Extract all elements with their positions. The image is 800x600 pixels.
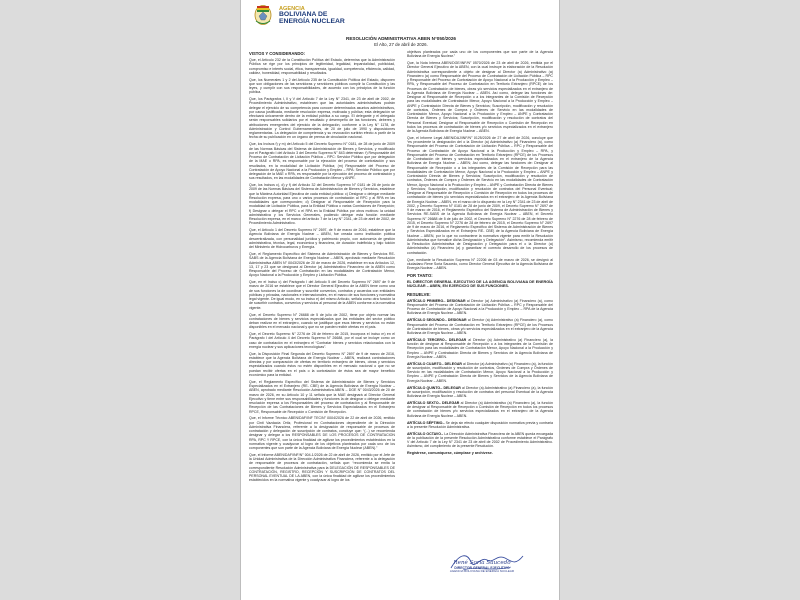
articles-list [407, 299, 553, 449]
paragraph: Que, el Artículo 232 de la Constitución Política del Estado, determina que la Administración Pública se rige por los principios de legitimidad, legalidad, imparcialidad, publicidad, compromiso e interés social, ética, transparencia, igualdad, competencia, eficiencia, calidad, calidez, honestidad, responsabilidad y resultados. [249, 58, 395, 75]
paragraph: Que, los Parágrafos I, II y V del Artículo 7 de la Ley N° 2341, de 23 de abril de 2002, de Procedimiento Administrativo, establecen que las autoridades administrativas podrán delegar el ejercicio de su competencia para conocer determinados asuntos administrativos, por causa justificada, mediante resolución expresa, motivada y pública; esta delegación se efectuará únicamente dentro de la entidad pública a su cargo. El delegante y el delegado serán responsables solidarios por el resultado y desempeño de las funciones, deberes y atribuciones emergentes del ejercicio de la delegación, conforme a la Ley N° 1178, de Administración y Control Gubernamentales, de 20 de julio de 1990 y disposiciones reglamentarias. La delegación de competencia y su revocación surtirán efecto a partir de la fecha de su publicación en un órgano de prensa de circulación nacional. [249, 97, 395, 140]
paragraph: Que, el Informe Legal ABEN/DAJ/INF/N° 0125/2026 de 27 de abril de 2026, concluye que “es procedente la designación del o la Director (a) Administrativo (a) Financiero (a), como Responsable del Proceso de Contratación de Licitación Pública – RPC y Responsable del Proceso de Contratación de Apoyo Nacional a la Producción y Empleo – RPA, y Responsable del Proceso de Contratación en Territorio Extranjero (RPCE) de los Procesos de Contratación de bienes y servicios especializados en el extranjero de la Agencia Boliviana de Energía Nuclear – ABEN; Así como, delegar las funciones de: Designar al Responsable de Recepción o a los integrantes de la Comisión de Recepción para las modalidades de Contratación Menor, Apoyo Nacional a la Producción y Empleo – ANPE y Contratación Directa de Bienes y Servicios; Suscripción, modificación y resolución de contratos, Órdenes de Compra y Órdenes de Servicio en las modalidades de Contratación Menor, Apoyo Nacional a la Producción y Empleo – ANPE y Contratación Directa de Bienes y Servicios; Suscripción, modificación y resolución de contratos del Personal Eventual; Designar al Responsable de Recepción o Comisión de Recepción en todos los procesos de contratación de bienes y/o servicios especializados en el extranjero de la Agencia Boliviana de Energía Nuclear – ABEN, en el marco de lo dispuesto en la Ley N° 2341 de 23 de abril de 2002, y Decreto Supremo N° 0181 de 28 de junio de 2009, el Decreto Supremo N° 2697 de 9 de marzo de 2016, el Reglamento Específico del Sistema de Administración de Bienes y Servicios RE-SABS de la Agencia Boliviana de Energía Nuclear – ABEN, el Decreto Supremo N° 26688 de 5 de julio de 2002, el Decreto Supremo N° 2276 de 28 de febrero de 2015, el Decreto Supremo N° 2276 de 28 de febrero de 2015, el Decreto Supremo N° 2697 de 9 de marzo de 2016, el Reglamento Específico del Sistema de Administración de Bienes y Servicios Especializados en el Extranjero RE- CBE) de la Agencia Boliviana de Energía Nuclear – ABEN, por lo que no contraviene la normativa vigente para emitir la Resolución Administrativa que formalice dicha Designación y Delegación”. Asimismo, recomienda emitir la Resolución Administrativa de Designación y Delegación para el o la Director (a) Administrativo (a) Financiero (a) y garantizar el correcto desarrollo de los procesos de contratación. [407, 135, 553, 255]
article-label: ARTÍCULO QUINTO.- DELEGAR [407, 385, 461, 390]
article-item [407, 362, 553, 383]
paragraph: Que, el Artículo 1 del Decreto Supremo N° 2697, de 9 de marzo de 2016, establece que la Agencia Boliviana de Energía Nuclear – ABEN, fue creada como institución pública descentralizada, con personalidad jurídica y patrimonio propio, con autonomía de gestión administrativa, técnica, legal, económica y financiera, de duración indefinida y bajo tuición del Ministerio de Hidrocarburos y Energía. [249, 228, 395, 250]
signatory-organization: AGENCIA BOLIVIANA DE ENERGÍA NUCLEAR [449, 569, 515, 573]
article-text: al Director (a) Administrativo (a) Financiero (a), la función de designar al Responsable de Recepción o Comisión de Recepción en todos los procesos de contratación de bienes y/o servicios especializados en el extranjero de la Agencia Boliviana de Energía Nuclear – ABEN. [407, 400, 553, 418]
coat-of-arms-icon [253, 4, 273, 26]
article-text: al Director (a) Administrativo (a) Financiero (a), como Responsable del Proceso de Contratación de Licitación Pública – RPC y Responsable del Proceso de Contratación de Apoyo Nacional a la Producción y Empleo – RPA de la Agencia Boliviana de Energía Nuclear – ABEN. [407, 298, 553, 316]
paragraph: Que, los Incisos c), d) y f) del Artículo 32 del Decreto Supremo N° 0181 de 28 de junio de 2009 de las Normas Básicas del Sistema de Administración de Bienes y Servicios, establece que la Máxima Autoridad Ejecutiva de cada entidad pública: c) Designar o delegar mediante Resolución expresa, para uno o varios procesos de contratación al RPC y al RPA en las modalidades que corresponden; d) Designar al Responsable de Recepción para la modalidad de Licitación Pública, para la Entidad Pública o varias Comisiones de Recepción; f) Designar o delegar el RPC o el RPA en la Entidad Pública por otros motivos: la unidad administrativa y los Servicios Generales, pudiendo delegar esta función mediante Resolución expresa, en el marco del artículo 7 de la Ley N° 2341, de 23 de abril de 2002, de Procedimiento Administrativo. [249, 183, 395, 226]
org-line-1: AGENCIA [279, 6, 305, 12]
article-item [407, 401, 553, 418]
org-line-2: BOLIVIANA DE [279, 11, 328, 19]
article-item [407, 338, 553, 359]
paragraph: Que, el Informe ABEN/DAF/INF/N° 004-1/2026 de 22 de abril de 2026, emitido por el Jefe de la Unidad Administrativa de la Dirección Administrativa Financiera, referente a la delegación de responsable de procesos de contratación, señala que: “recomienda se emita la correspondiente Resolución Administrativa para la DELEGACIÓN DE RESPONSABLES DE CONTRATACIÓN, REGISTRO, RECEPCIÓN Y SUSCRIPCIÓN DE CONTRATOS DEL PERSONAL EVENTUAL DE LA ABEN, con la única finalidad de agilizar los procedimientos establecidos en la normativa vigente y coadyuvar al logro de los [249, 452, 395, 483]
organization-name [279, 6, 345, 25]
paragraph: Que, los Incisos f) y m) del Artículo 5 del Decreto Supremo N° 0181, de 28 de junio de 2009 de las Normas Básicas del Sistema de Administración de Bienes y Servicios, y modificado por el Parágrafo I del Artículo 3 del Decreto Supremo N° 843 determinan: f) Responsable del Proceso de Contratación de Licitación Pública – RPC: Servidor Público que por delegación de la MAE o RPA, es responsable por la ejecución del proceso de contratación y sus resultados, en la modalidad de Licitación Pública; (m) Responsable del Proceso de Contratación de Apoyo Nacional a la Producción y Empleo – RPA: Servidor Público que por delegación de la MAE o RPA, es responsable por la ejecución del proceso de contratación y sus resultados, en las modalidades de Contratación Menor y ANPE. [249, 142, 395, 181]
vistos-heading: VISTOS Y CONSIDERANDO: [249, 51, 306, 56]
left-paragraphs [249, 58, 395, 483]
paragraph: Que, en el Inciso c) del Parágrafo I del Artículo 5 del Decreto Supremo N° 2697 de 9 de marzo de 2016 se establece que el Director General Ejecutivo de la ABEN tiene como una de sus funciones la de coordinar y suscribir convenios, contratos y acuerdos con entidades públicas y privadas, nacionales e internacionales, en el marco de sus funciones y normativa legal vigente. De igual modo, en su inciso e) del mismo Artículo, señala como otra función la de suscribir contratos, convenios y servicios al personal de la ABEN conforme a la normativa vigente. [249, 280, 395, 310]
paragraph: Que, mediante la Resolución Suprema N° 22206 de 03 de marzo de 2026, se designó al ciudadano Rene Soria Saucedo, como Director General Ejecutivo de la Agencia Boliviana de Energía Nuclear – ABEN. [407, 257, 553, 271]
org-line-3: ENERGÍA NUCLEAR [279, 17, 345, 25]
document-header [249, 3, 553, 31]
por-tanto-text: EL DIRECTOR GENERAL EJECUTIVO DE LA AGENCIA BOLIVIANA DE ENERGÍA NUCLEAR – ABEN, EN EJERCICIO DE SUS FUNCIONES. [407, 279, 553, 289]
right-column [407, 50, 553, 595]
por-tanto-heading: POR TANTO: [407, 272, 433, 278]
article-item [407, 421, 553, 430]
resolution-title: RESOLUCIÓN ADMINISTRATIVA ABEN N°050/2026 [346, 36, 456, 41]
left-column [249, 50, 395, 595]
paragraph: Que, el Decreto Supremo N° 2276 de 28 de febrero de 2015, incorpora el inciso m) en el Parágrafo I del Artículo 4 del Decreto Supremo N° 26688, por el cual se incluye como un caso de contratación en el extranjero el “Contratar bienes y servicios relacionados con la energía nuclear y sus aplicaciones tecnológicas”. [249, 332, 395, 349]
paragraph: Que, el Reglamento Específico del Sistema de Administración de Bienes y Servicios Especializados en el Extranjero (RE- CBE) de la Agencia Boliviana de Energía Nuclear – ABEN, aprobado mediante Resolución Administrativa ABEN – DGE N° 0043/2026 de 20 de marzo de 2026, en su Artículo 10 y 11 señala que la MAE designará al Director General Ejecutivo y tiene entre sus responsabilidades y funciones la de designar o delegar mediante resolución expresa a los Responsables del proceso de contratación y al Responsable de Recepción de las Contrataciones de Bienes y Servicios Especializados en el Extranjero RPCE, Responsable de Recepción o Comisión de Recepción. [249, 379, 395, 414]
paragraph: Que, el Reglamento Específico del Sistema de Administración de Bienes y Servicios RE-SABS de la Agencia Boliviana de Energía Nuclear – ABEN, aprobado mediante Resolución Administrativa ABEN N° 0043/2026 de 20 de marzo de 2026, establece en sus Artículos 12, 13, 17 y 23 que se designará al Director (a) Administrativo Financiero de la ABEN como Responsable del Proceso de Contratación en las modalidades de Contratación Menor, Apoyo Nacional a la Producción y Empleo y Licitación Pública. [249, 252, 395, 278]
resuelve-heading: RESUELVE: [407, 291, 431, 297]
article-label: ARTÍCULO TERCERO.- DELEGAR [407, 337, 467, 342]
signatory-role: DIRECTOR GENERAL EJECUTIVO [454, 566, 510, 570]
paragraph: Que, los Numerales 1 y 2 del Artículo 235 de la Constitución Política del Estado, disponen que son obligaciones de las servidoras y servidores públicos cumplir la Constitución y las leyes, y cumplir con sus responsabilidades, de acuerdo con los principios de la función pública. [249, 77, 395, 95]
article-text: al Director (a) Administrativo (a) Financiero (a), como Responsable del Proceso de Contratación en Territorio Extranjero (RPCE) de los Procesos de Contratación de bienes, obras y/o servicios especializados en el extranjero de la Agencia Boliviana de Energía Nuclear – ABEN. [407, 318, 553, 336]
article-label: ARTÍCULO SÉPTIMO.- [407, 420, 445, 425]
article-item [407, 386, 553, 399]
document-body [249, 50, 553, 595]
signatory-name: René Soria Saucedo [453, 560, 511, 566]
article-text: Se deja sin efecto cualquier disposición normativa previa y contraria a la presente Resolución Administrativa. [407, 420, 553, 429]
document-page [240, 0, 560, 600]
article-label: ARTÍCULO OCTAVO.- [407, 431, 444, 436]
article-item [407, 299, 553, 316]
article-item [407, 318, 553, 335]
paragraph: Que, el Decreto Supremo N° 26688 de 5 de julio de 2002, tiene por objeto normar las contrataciones de bienes y servicios especializados que las entidades del sector público deban realizar en el extranjero, cuando se justifique que esos bienes y servicios no están disponibles en el mercado nacional y que no se pueden recibir ofertas en el país. [249, 312, 395, 330]
resolution-date: El Alto, 27 de abril de 2026. [374, 41, 428, 47]
article-label: ARTÍCULO CUARTO.- DELEGAR [407, 361, 462, 366]
signature-stamp [445, 560, 519, 574]
article-text: al Director (a) Administrativo (a) Financiero (a), la función de designar al Responsable de Recepción o a los integrantes de la Comisión de Recepción para las modalidades de Contratación Menor, Apoyo Nacional a la Producción y Empleo – ANPE y Contratación Directa de Bienes y Servicios de la Agencia Boliviana de Energía Nuclear – ABEN. [407, 337, 553, 359]
article-text: al Director (a) Administrativo (a) Financiero (a), la función de suscripción, modificación y resolución de contratos, Órdenes de Compra y Órdenes de Servicio en las modalidades de Contratación Menor, Apoyo Nacional a la Producción y Empleo – ANPE y Contratación Directa de Bienes y Servicios de la Agencia Boliviana de Energía Nuclear – ABEN. [407, 361, 553, 383]
paragraph: Que, la Nota Interna ABEN/DGE/INF/N° 0570/2026 de 23 de abril de 2026, emitida por el Director General Ejecutivo de la ABEN, con la cual instruye la elaboración de la Resolución Administrativa correspondiente a objeto de designar al Director (a) Administrativo (a) Financiero (a) como Responsable del Proceso de Contratación de Licitación Pública – RPC y Responsable del Proceso de Contratación de Apoyo Nacional a la Producción y Empleo – RPA, y Responsable del Proceso de Contratación en Territorio Extranjero (RPCE) de los Procesos de Contratación de bienes, obras y/o servicios especializados en el extranjero de la Agencia Boliviana de Energía Nuclear – ABEN. Así como, delegar las funciones de: Designar al Responsable de Recepción o a los integrantes de la Comisión de Recepción para las modalidades de Contratación Menor, Apoyo Nacional a la Producción y Empleo – ANPE y Contratación Directa de Bienes y Servicios; Suscripción, modificación y resolución de contratos, Órdenes de Compra y Órdenes de Servicio en las modalidades de Contratación Menor, Apoyo Nacional a la Producción y Empleo – ANPE y Contratación Directa de Bienes y Servicios; Suscripción, modificación y resolución de contratos del Personal Eventual; Designar al Responsable de Recepción o Comisión de Recepción en todos los procesos de contratación de bienes y/o servicios especializados en el extranjero de la Agencia Boliviana de Energía Nuclear – ABEN. [407, 61, 553, 134]
article-text: al Director (a) Administrativo (a) Financiero (a), la función de suscripción, modificación y resolución de contratos del personal Eventual de la Agencia Boliviana de Energía Nuclear – ABEN. [407, 385, 553, 399]
signature-block [411, 548, 551, 596]
article-label: ARTÍCULO SEGUNDO.- DESIGNAR [407, 318, 467, 323]
closing-formula: Regístrese, comuníquese, cúmplase y archívese. [407, 451, 493, 456]
resolution-title-block [241, 36, 560, 47]
paragraph: objetivos planteados por cada uno de los componentes que son parte de la Agencia Boliviana de Energía Nuclear.” [407, 50, 553, 59]
paragraph: Que, el Informe Técnico ABEN/DAF/INF TEC/N° 0004/2026 de 22 de abril de 2026, emitido por Cinti Vazdacia Ortiz, Profesional en Contrataciones dependiente de la Dirección Administrativa Financiera, referente a la designación de responsable de procesos de contratación y delegación de suscripción de contratos, concluye que: “(...) se recomienda designar y delegar a los RESPONSABLES DE LOS PROCESOS DE CONTRATACION RPA, RPC Y RPCE, con la única finalidad de agilizar los procedimientos establecidos en la normativa vigente y coadyuvar al logro de los objetivos planteados por cada uno de los componentes que son parte de la Agencia Boliviana de Energía Nuclear (ABEN).” [249, 416, 395, 451]
article-label: ARTÍCULO SEXTO.- DELEGAR [407, 400, 460, 405]
article-text: La Dirección Administrativa Financiera de la ABEN queda encargada de la publicación de la presente Resolución Administrativa conforme establece el Parágrafo V del Artículo 7 de la Ley N° 2341 de 23 de abril de 2002 de Procedimiento Administrativo. Asimismo, del cumplimiento de la presente Resolución. [407, 431, 553, 449]
article-item [407, 432, 553, 449]
right-paragraphs [407, 50, 553, 270]
paragraph: Que, la Disposición Final Segunda del Decreto Supremo N° 2697 de 9 de marzo de 2016, establece que la Agencia Boliviana de Energía Nuclear – ABEN, realizará contrataciones directas y por comparación de ofertas en territorio extranjero de bienes, obras y servicios especializados cuando éstos no estén disponibles en el mercado nacional o que no se puedan recibir ofertas en el país o la contratación de éstos sea de mayor beneficio económico para la entidad. [249, 351, 395, 377]
article-label: ARTÍCULO PRIMERO.- DESIGNAR [407, 298, 466, 303]
